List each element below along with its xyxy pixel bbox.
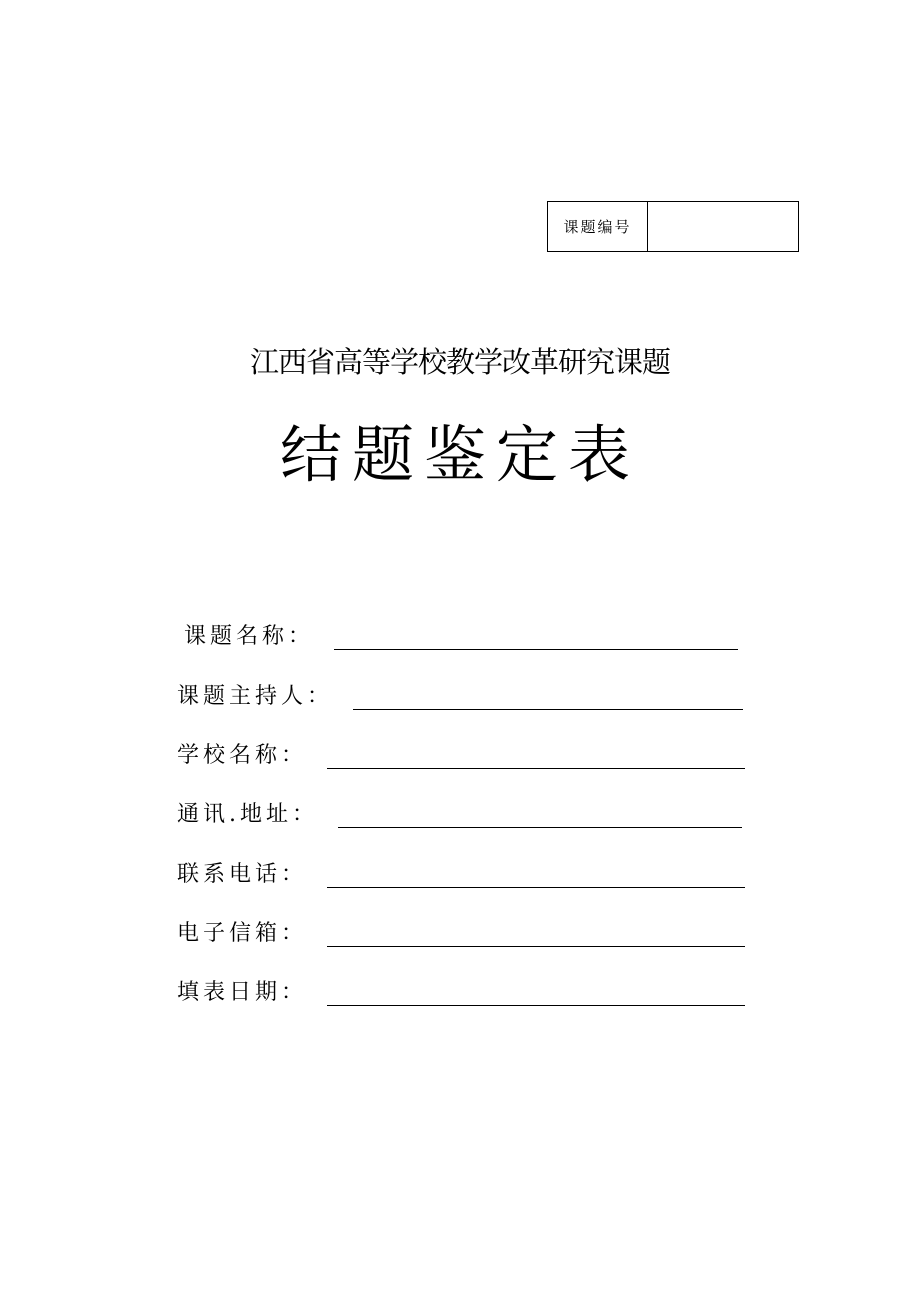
form-row-project-leader	[177, 678, 743, 712]
address-label: 通讯.地址：	[177, 802, 318, 827]
form-row-school-name	[177, 737, 745, 771]
project-name-input[interactable]	[334, 623, 738, 650]
project-leader-label: 课题主持人：	[177, 684, 334, 709]
date-input[interactable]	[327, 979, 745, 1006]
phone-input[interactable]	[327, 861, 745, 888]
form-row-phone	[177, 856, 745, 890]
project-number-box	[547, 201, 799, 252]
school-name-input[interactable]	[327, 742, 745, 769]
form-row-address	[177, 796, 742, 830]
form-row-email	[177, 915, 745, 949]
address-input[interactable]	[338, 801, 742, 828]
form-row-date	[177, 974, 745, 1008]
document-subtitle: 江西省高等学校教学改革研究课题	[249, 345, 670, 379]
project-number-label: 课题编号	[548, 202, 648, 251]
document-title: 结题鉴定表	[279, 418, 640, 491]
phone-label: 联系电话：	[177, 862, 308, 887]
form-row-project-name	[184, 618, 738, 652]
school-name-label: 学校名称：	[177, 743, 308, 768]
email-label: 电子信箱：	[177, 921, 308, 946]
date-label: 填表日期：	[177, 980, 308, 1005]
email-input[interactable]	[327, 920, 745, 947]
project-leader-input[interactable]	[353, 683, 743, 710]
project-name-label: 课题名称：	[184, 624, 315, 649]
project-number-field[interactable]	[648, 202, 798, 251]
